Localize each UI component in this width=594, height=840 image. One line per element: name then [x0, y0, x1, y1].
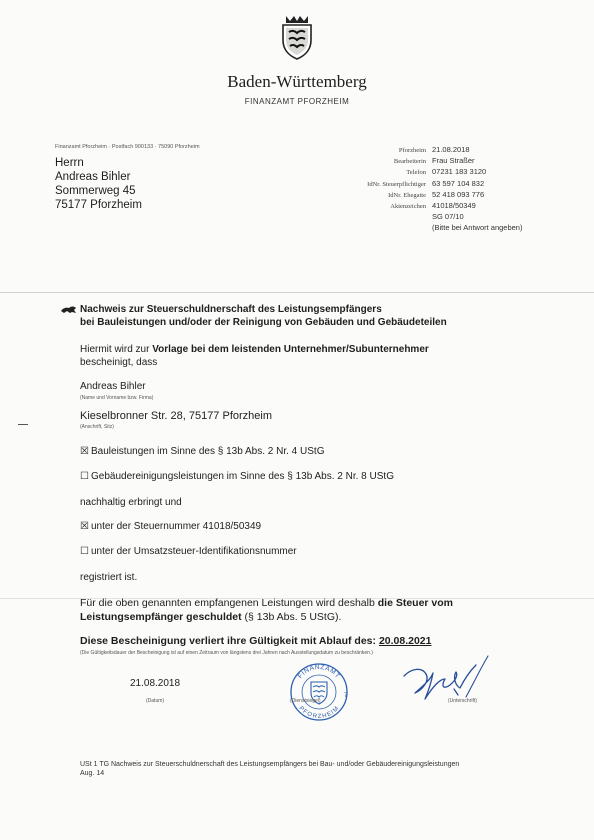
- option-construction-services: [80, 446, 324, 457]
- svg-text:PFORZHEIM: [297, 706, 340, 721]
- meta-label: Aktenzeichen: [390, 202, 426, 210]
- validity-text: Diese Bescheinigung verliert ihre Gültigkeit mit Ablauf des:: [80, 635, 379, 647]
- sustained-text: nachhaltig erbringt und: [80, 497, 182, 508]
- document-title: [80, 303, 447, 329]
- option-tax-number: [80, 521, 261, 532]
- svg-text:FINANZAMT: [297, 664, 341, 680]
- meta-row: [300, 166, 522, 177]
- conclusion-text-part: Für die oben genannten empfangenen Leistungen wird deshalb: [80, 597, 378, 609]
- seal-number: 7: [344, 693, 348, 699]
- official-seal-icon: [288, 660, 350, 722]
- option-label: Gebäudereinigungsleistungen im Sinne des § 13b Abs. 2 Nr. 8 UStG: [91, 471, 394, 482]
- meta-label: Telefon: [406, 169, 426, 177]
- form-footer-line: Aug. 14: [80, 770, 105, 777]
- validity-note: (Die Gültigkeitsdauer der Bescheinigung ist auf einen Zeitraum von längstens drei Jahren nach Ausstellungsdatum zu beschränken.): [80, 650, 373, 656]
- meta-value: 07231 183 3120: [432, 167, 487, 177]
- meta-value: 52 418 093 776: [432, 189, 485, 199]
- conclusion-text: [80, 597, 453, 609]
- sender-line: Finanzamt Pforzheim · Postfach 900133 · 75090 Pforzheim: [55, 144, 200, 150]
- state-name: Baden-Württemberg: [227, 72, 367, 91]
- checkbox-checked: ☒: [80, 446, 89, 457]
- recipient-city: 75177 Pforzheim: [55, 199, 142, 211]
- coat-of-arms-icon: [278, 14, 316, 60]
- company-name: Andreas Bihler: [80, 381, 146, 392]
- intro-text-continued: bescheinigt, dass: [80, 357, 158, 368]
- checkbox-checked: ☒: [80, 521, 89, 532]
- meta-value: (Bitte bei Antwort angeben): [432, 223, 523, 233]
- seal-caption: (Dienstsiegel): [290, 698, 321, 704]
- document-title-line: bei Bauleistungen und/oder der Reinigung von Gebäuden und Gebäudeteilen: [80, 317, 447, 328]
- date-caption: (Datum): [146, 698, 165, 704]
- recipient-street: Sommerweg 45: [55, 185, 136, 197]
- form-footer: [80, 760, 459, 778]
- conclusion-text-part: (§ 13b Abs. 5 UStG).: [241, 611, 342, 623]
- meta-value: 63 597 104 832: [432, 178, 485, 188]
- meta-row: [300, 200, 522, 211]
- option-label: Bauleistungen im Sinne des § 13b Abs. 2 Nr. 4 UStG: [91, 446, 325, 457]
- validity-date: 20.08.2021: [378, 635, 432, 647]
- option-vat-id: [80, 546, 297, 557]
- option-label: unter der Steuernummer 41018/50349: [91, 521, 262, 532]
- company-address-caption: (Anschrift, Sitz): [80, 424, 114, 430]
- meta-row: [300, 144, 522, 155]
- meta-label: IdNr. Steuerpflichtiger: [367, 180, 426, 188]
- form-footer-line: USt 1 TG Nachweis zur Steuerschuldnerschaft des Leistungsempfängers bei Bau- und/oder Gebäudereinigungsleistungen: [80, 761, 460, 768]
- letter-meta-block: [300, 144, 522, 234]
- option-label: unter der Umsatzsteuer-Identifikationsnummer: [91, 546, 297, 557]
- intro-text: [80, 344, 429, 355]
- seal-text-top: FINANZAMT: [296, 663, 342, 680]
- checkbox-unchecked: ☐: [80, 546, 89, 557]
- meta-value: 21.08.2018: [432, 145, 470, 154]
- intro-emphasis: Vorlage bei dem leistenden Unternehmer/Subunternehmer: [152, 344, 429, 355]
- meta-label: IdNr. Ehegatte: [388, 191, 426, 199]
- tax-office-name: FINANZAMT PFORZHEIM: [244, 97, 350, 106]
- conclusion-emphasis: die Steuer vom: [377, 597, 454, 609]
- issue-date: 21.08.2018: [130, 678, 181, 689]
- meta-row: [300, 155, 522, 166]
- recipient-name: Andreas Bihler: [55, 171, 131, 183]
- meta-value: 41018/50349: [432, 200, 476, 210]
- seal-text-bottom: PFORZHEIM: [297, 705, 341, 721]
- margin-mark: [18, 424, 28, 425]
- meta-row: [300, 211, 522, 222]
- meta-value: SG 07/10: [432, 212, 464, 222]
- checkbox-unchecked: ☐: [80, 471, 89, 482]
- paper-fold-line: [0, 292, 594, 293]
- meta-row: [300, 178, 522, 189]
- conclusion-emphasis: Leistungsempfänger geschuldet: [80, 611, 242, 623]
- company-address: Kieselbronner Str. 28, 75177 Pforzheim: [80, 410, 273, 422]
- meta-label: Bearbeiterin: [393, 158, 426, 166]
- signature-caption: (Unterschrift): [448, 698, 477, 704]
- conclusion-text-continued: [80, 611, 341, 623]
- registered-text: registriert ist.: [80, 572, 138, 583]
- option-cleaning-services: [80, 471, 394, 482]
- meta-value: Frau Straßer: [432, 156, 475, 166]
- meta-label: Pforzheim: [398, 147, 426, 154]
- meta-row: [300, 189, 522, 200]
- validity-statement: [80, 635, 432, 647]
- recipient-salutation: Herrn: [55, 157, 84, 169]
- meta-row: [300, 222, 522, 233]
- lion-icon: [60, 305, 77, 314]
- company-name-caption: (Name und Vorname bzw. Firma): [80, 395, 154, 401]
- intro-text-part: Hiermit wird zur: [80, 344, 153, 355]
- document-title-line: Nachweis zur Steuerschuldnerschaft des Leistungsempfängers: [80, 304, 382, 315]
- recipient-address: [55, 156, 142, 212]
